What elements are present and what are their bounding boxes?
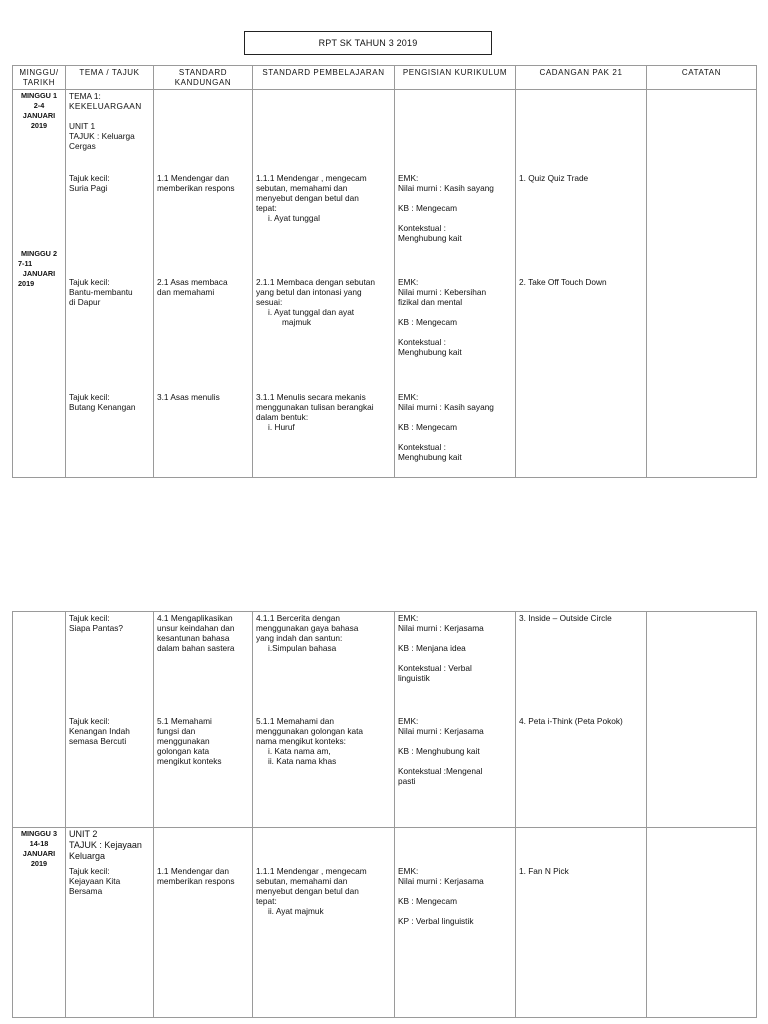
pak-activity: 3. Inside – Outside Circle (519, 613, 612, 623)
pk-item (398, 277, 512, 392)
pk-kontekstual-value: Menghubung kait (398, 347, 462, 357)
table-row (13, 90, 757, 478)
tajuk-label: Tajuk kecil: (69, 613, 110, 623)
sk-line: unsur keindahan dan (157, 623, 235, 633)
pk-nilai: Nilai murni : Kasih sayang (398, 402, 494, 412)
sk-line: dan memahami (157, 287, 215, 297)
tajuk-kecil (69, 277, 150, 392)
pk-kontekstual: Kontekstual : Verbal (398, 663, 472, 673)
page-title: RPT SK TAHUN 3 2019 (244, 31, 492, 55)
sp-item (256, 716, 391, 766)
tajuk-label: Tajuk kecil: (69, 716, 110, 726)
sk-line: 2.1 Asas membaca (157, 277, 228, 287)
sk-line: 4.1 Mengaplikasikan (157, 613, 233, 623)
sp-line: nama mengikut konteks: (256, 736, 346, 746)
pk-kontekstual-value: Menghubung kait (398, 233, 462, 243)
unit-label: UNIT 1 (69, 121, 96, 131)
pak-activity: 4. Peta i-Think (Peta Pokok) (519, 716, 623, 726)
sp-cell (253, 612, 395, 828)
pk-item (398, 173, 512, 277)
unit-tajuk-cont: Keluarga (69, 851, 106, 861)
sp-item (256, 613, 391, 716)
pk-kp: KP : Verbal linguistik (398, 916, 474, 926)
sp-line: 3.1.1 Menulis secara mekanis (256, 392, 366, 402)
pk-item (398, 716, 512, 786)
tajuk-kecil (69, 173, 150, 277)
pak-item (519, 613, 643, 716)
pak-activity: 1. Fan N Pick (519, 866, 569, 876)
pk-emk: EMK: (398, 866, 419, 876)
sp-subitem: i. Ayat tunggal dan ayat (268, 307, 355, 317)
tajuk-name: Butang Kenangan (69, 402, 136, 412)
sp-line: 1.1.1 Mendengar , mengecam (256, 866, 367, 876)
sp-line: 2.1.1 Membaca dengan sebutan (256, 277, 376, 287)
pk-kb: KB : Mengecam (398, 896, 458, 906)
sp-subitem-cont: majmuk (282, 317, 312, 327)
tema-cell (66, 612, 154, 828)
pk-kontekstual-value: linguistik (398, 673, 430, 683)
tajuk-label: Tajuk kecil: (69, 866, 110, 876)
week-cell (13, 90, 66, 478)
sk-line: memberikan respons (157, 183, 235, 193)
tema-block (69, 91, 150, 173)
sp-item (256, 173, 391, 277)
sk-line: mengikut konteks (157, 756, 222, 766)
tajuk-kecil (69, 866, 150, 896)
sp-line: menyebut dengan betul dan (256, 886, 359, 896)
rpt-table-1 (12, 65, 757, 478)
sk-line: fungsi dan (157, 726, 196, 736)
tajuk-name: Kenangan Indah (69, 726, 130, 736)
tajuk-name: Siapa Pantas? (69, 623, 123, 633)
table-row (13, 612, 757, 828)
header-standard-pembelajaran: STANDARD PEMBELAJARAN (253, 66, 395, 90)
sp-subitem: i. Kata nama am, (268, 746, 331, 756)
pak-item (519, 716, 643, 726)
unit-label: UNIT 2 (69, 829, 98, 839)
pak-item (519, 173, 643, 277)
pk-kb: KB : Mengecam (398, 317, 458, 327)
catatan-cell (647, 828, 757, 1018)
sk-item (157, 392, 249, 402)
sk-cell (154, 90, 253, 478)
tajuk-name: Suria Pagi (69, 183, 108, 193)
table-row (13, 828, 757, 1018)
week-dates: 14-18 (29, 839, 49, 848)
sk-line: golongan kata (157, 746, 210, 756)
pk-kontekstual-value: Menghubung kait (398, 452, 462, 462)
tajuk-kecil (69, 392, 150, 412)
week-label: MINGGU 2 (20, 249, 58, 258)
sp-line: tepat: (256, 203, 277, 213)
tajuk-kecil (69, 613, 150, 716)
catatan-cell (647, 90, 757, 478)
header-tema: TEMA / TAJUK (66, 66, 154, 90)
sk-line: 1.1 Mendengar dan (157, 866, 229, 876)
header-pengisian-kurikulum: PENGISIAN KURIKULUM (395, 66, 516, 90)
pk-kb: KB : Menghubung kait (398, 746, 480, 756)
pak-activity: 1. Quiz Quiz Trade (519, 173, 589, 183)
header-catatan: CATATAN (647, 66, 757, 90)
sk-line: memberikan respons (157, 876, 235, 886)
sp-item (256, 392, 391, 432)
sp-subitem: ii. Ayat majmuk (268, 906, 324, 916)
tema-cell (66, 90, 154, 478)
unit-tajuk: TAJUK : Kejayaan (69, 840, 142, 850)
week-dates: 2-4 (33, 101, 45, 110)
pk-nilai: Nilai murni : Kasih sayang (398, 183, 494, 193)
sp-line: 5.1.1 Memahami dan (256, 716, 334, 726)
week-cell (13, 612, 66, 828)
pk-nilai-cont: fizikal dan mental (398, 297, 463, 307)
tema-label: TEMA 1: (69, 91, 101, 101)
sp-subitem: ii. Kata nama khas (268, 756, 337, 766)
pk-kontekstual: Kontekstual : (398, 337, 446, 347)
sp-line: menggunakan tulisan berangkai (256, 402, 374, 412)
sk-line: 1.1 Mendengar dan (157, 173, 229, 183)
week-dates: 7-11 (18, 259, 33, 268)
header-standard-kandungan: STANDARD KANDUNGAN (154, 66, 253, 90)
pak-item (519, 277, 643, 392)
rpt-table-2 (12, 611, 757, 1018)
tajuk-name: Kejayaan Kita (69, 876, 121, 886)
sk-cell (154, 612, 253, 828)
sk-line: menggunakan (157, 736, 210, 746)
pak-activity: 2. Take Off Touch Down (519, 277, 607, 287)
sp-line: sebutan, memahami dan (256, 876, 348, 886)
tajuk-label: Tajuk kecil: (69, 277, 110, 287)
sk-line: 3.1 Asas menulis (157, 392, 220, 402)
sp-subitem: i. Ayat tunggal (268, 213, 320, 223)
unit-block (69, 829, 150, 862)
pk-item (398, 392, 512, 462)
week-year: 2019 (18, 279, 35, 288)
week-month: JANUARI (22, 269, 56, 278)
week-month: JANUARI (22, 849, 56, 858)
pk-emk: EMK: (398, 173, 419, 183)
sk-line: 5.1 Memahami (157, 716, 212, 726)
tema-cell (66, 828, 154, 1018)
sp-line: tepat: (256, 896, 277, 906)
sp-line: menggunakan golongan kata (256, 726, 364, 736)
tajuk-name: Bantu-membantu (69, 287, 133, 297)
tajuk-name-cont: semasa Bercuti (69, 736, 127, 746)
sp-line: menyebut dengan betul dan (256, 193, 359, 203)
pk-cell (395, 828, 516, 1018)
header-minggu: MINGGU/ TARIKH (13, 66, 66, 90)
tajuk-label: Tajuk kecil: (69, 173, 110, 183)
sk-item (157, 277, 249, 392)
pk-emk: EMK: (398, 613, 419, 623)
week-month: JANUARI (22, 111, 56, 120)
pk-kb: KB : Mengecam (398, 203, 458, 213)
pk-emk: EMK: (398, 716, 419, 726)
week-year: 2019 (30, 121, 48, 130)
sp-subitem: i.Simpulan bahasa (268, 643, 337, 653)
pk-cell (395, 90, 516, 478)
pak-cell (516, 612, 647, 828)
pk-nilai: Nilai murni : Kerjasama (398, 623, 484, 633)
sk-item (157, 716, 249, 766)
pk-nilai: Nilai murni : Kebersihan (398, 287, 487, 297)
pk-kb: KB : Menjana idea (398, 643, 466, 653)
catatan-cell (647, 612, 757, 828)
sk-line: dalam bahan sastera (157, 643, 235, 653)
pak-cell (516, 90, 647, 478)
week-1 (16, 91, 62, 249)
sp-line: menggunakan gaya bahasa (256, 623, 359, 633)
tajuk-name-cont: di Dapur (69, 297, 101, 307)
pk-item (398, 613, 512, 716)
sp-line: yang indah dan santun: (256, 633, 343, 643)
sp-item (256, 277, 391, 392)
pk-kontekstual: Kontekstual :Mengenal (398, 766, 483, 776)
sp-cell (253, 90, 395, 478)
tema-name: KEKELUARGAAN (69, 101, 142, 111)
sp-line: sebutan, memahami dan (256, 183, 348, 193)
tajuk-kecil (69, 716, 150, 746)
sp-line: dalam bentuk: (256, 412, 309, 422)
pk-emk: EMK: (398, 392, 419, 402)
sp-line: yang betul dan intonasi yang (256, 287, 362, 297)
sk-line: kesantunan bahasa (157, 633, 230, 643)
sp-line: 1.1.1 Mendengar , mengecam (256, 173, 367, 183)
pk-kontekstual: Kontekstual : (398, 442, 446, 452)
sp-subitem: i. Huruf (268, 422, 295, 432)
tajuk-name-cont: Bersama (69, 886, 103, 896)
pak-cell (516, 828, 647, 1018)
week-label: MINGGU 1 (20, 91, 58, 100)
sk-item (157, 173, 249, 277)
pk-kontekstual: Kontekstual : (398, 223, 446, 233)
header-cadangan-pak21: CADANGAN PAK 21 (516, 66, 647, 90)
pk-emk: EMK: (398, 277, 419, 287)
week-year: 2019 (30, 859, 48, 868)
pk-nilai: Nilai murni : Kerjasama (398, 726, 484, 736)
sk-cell (154, 828, 253, 1018)
sp-cell (253, 828, 395, 1018)
sk-item (157, 613, 249, 716)
pk-kontekstual-value: pasti (398, 776, 416, 786)
unit-tajuk: TAJUK : Keluarga (69, 131, 135, 141)
tajuk-label: Tajuk kecil: (69, 392, 110, 402)
week-cell (13, 828, 66, 1018)
sp-line: sesuai: (256, 297, 283, 307)
week-label: MINGGU 3 (20, 829, 58, 838)
week-2 (16, 249, 62, 289)
unit-tajuk-cont: Cergas (69, 141, 96, 151)
header-row (13, 66, 757, 90)
pk-kb: KB : Mengecam (398, 422, 458, 432)
pk-nilai: Nilai murni : Kerjasama (398, 876, 484, 886)
pk-cell (395, 612, 516, 828)
sp-line: 4.1.1 Bercerita dengan (256, 613, 340, 623)
